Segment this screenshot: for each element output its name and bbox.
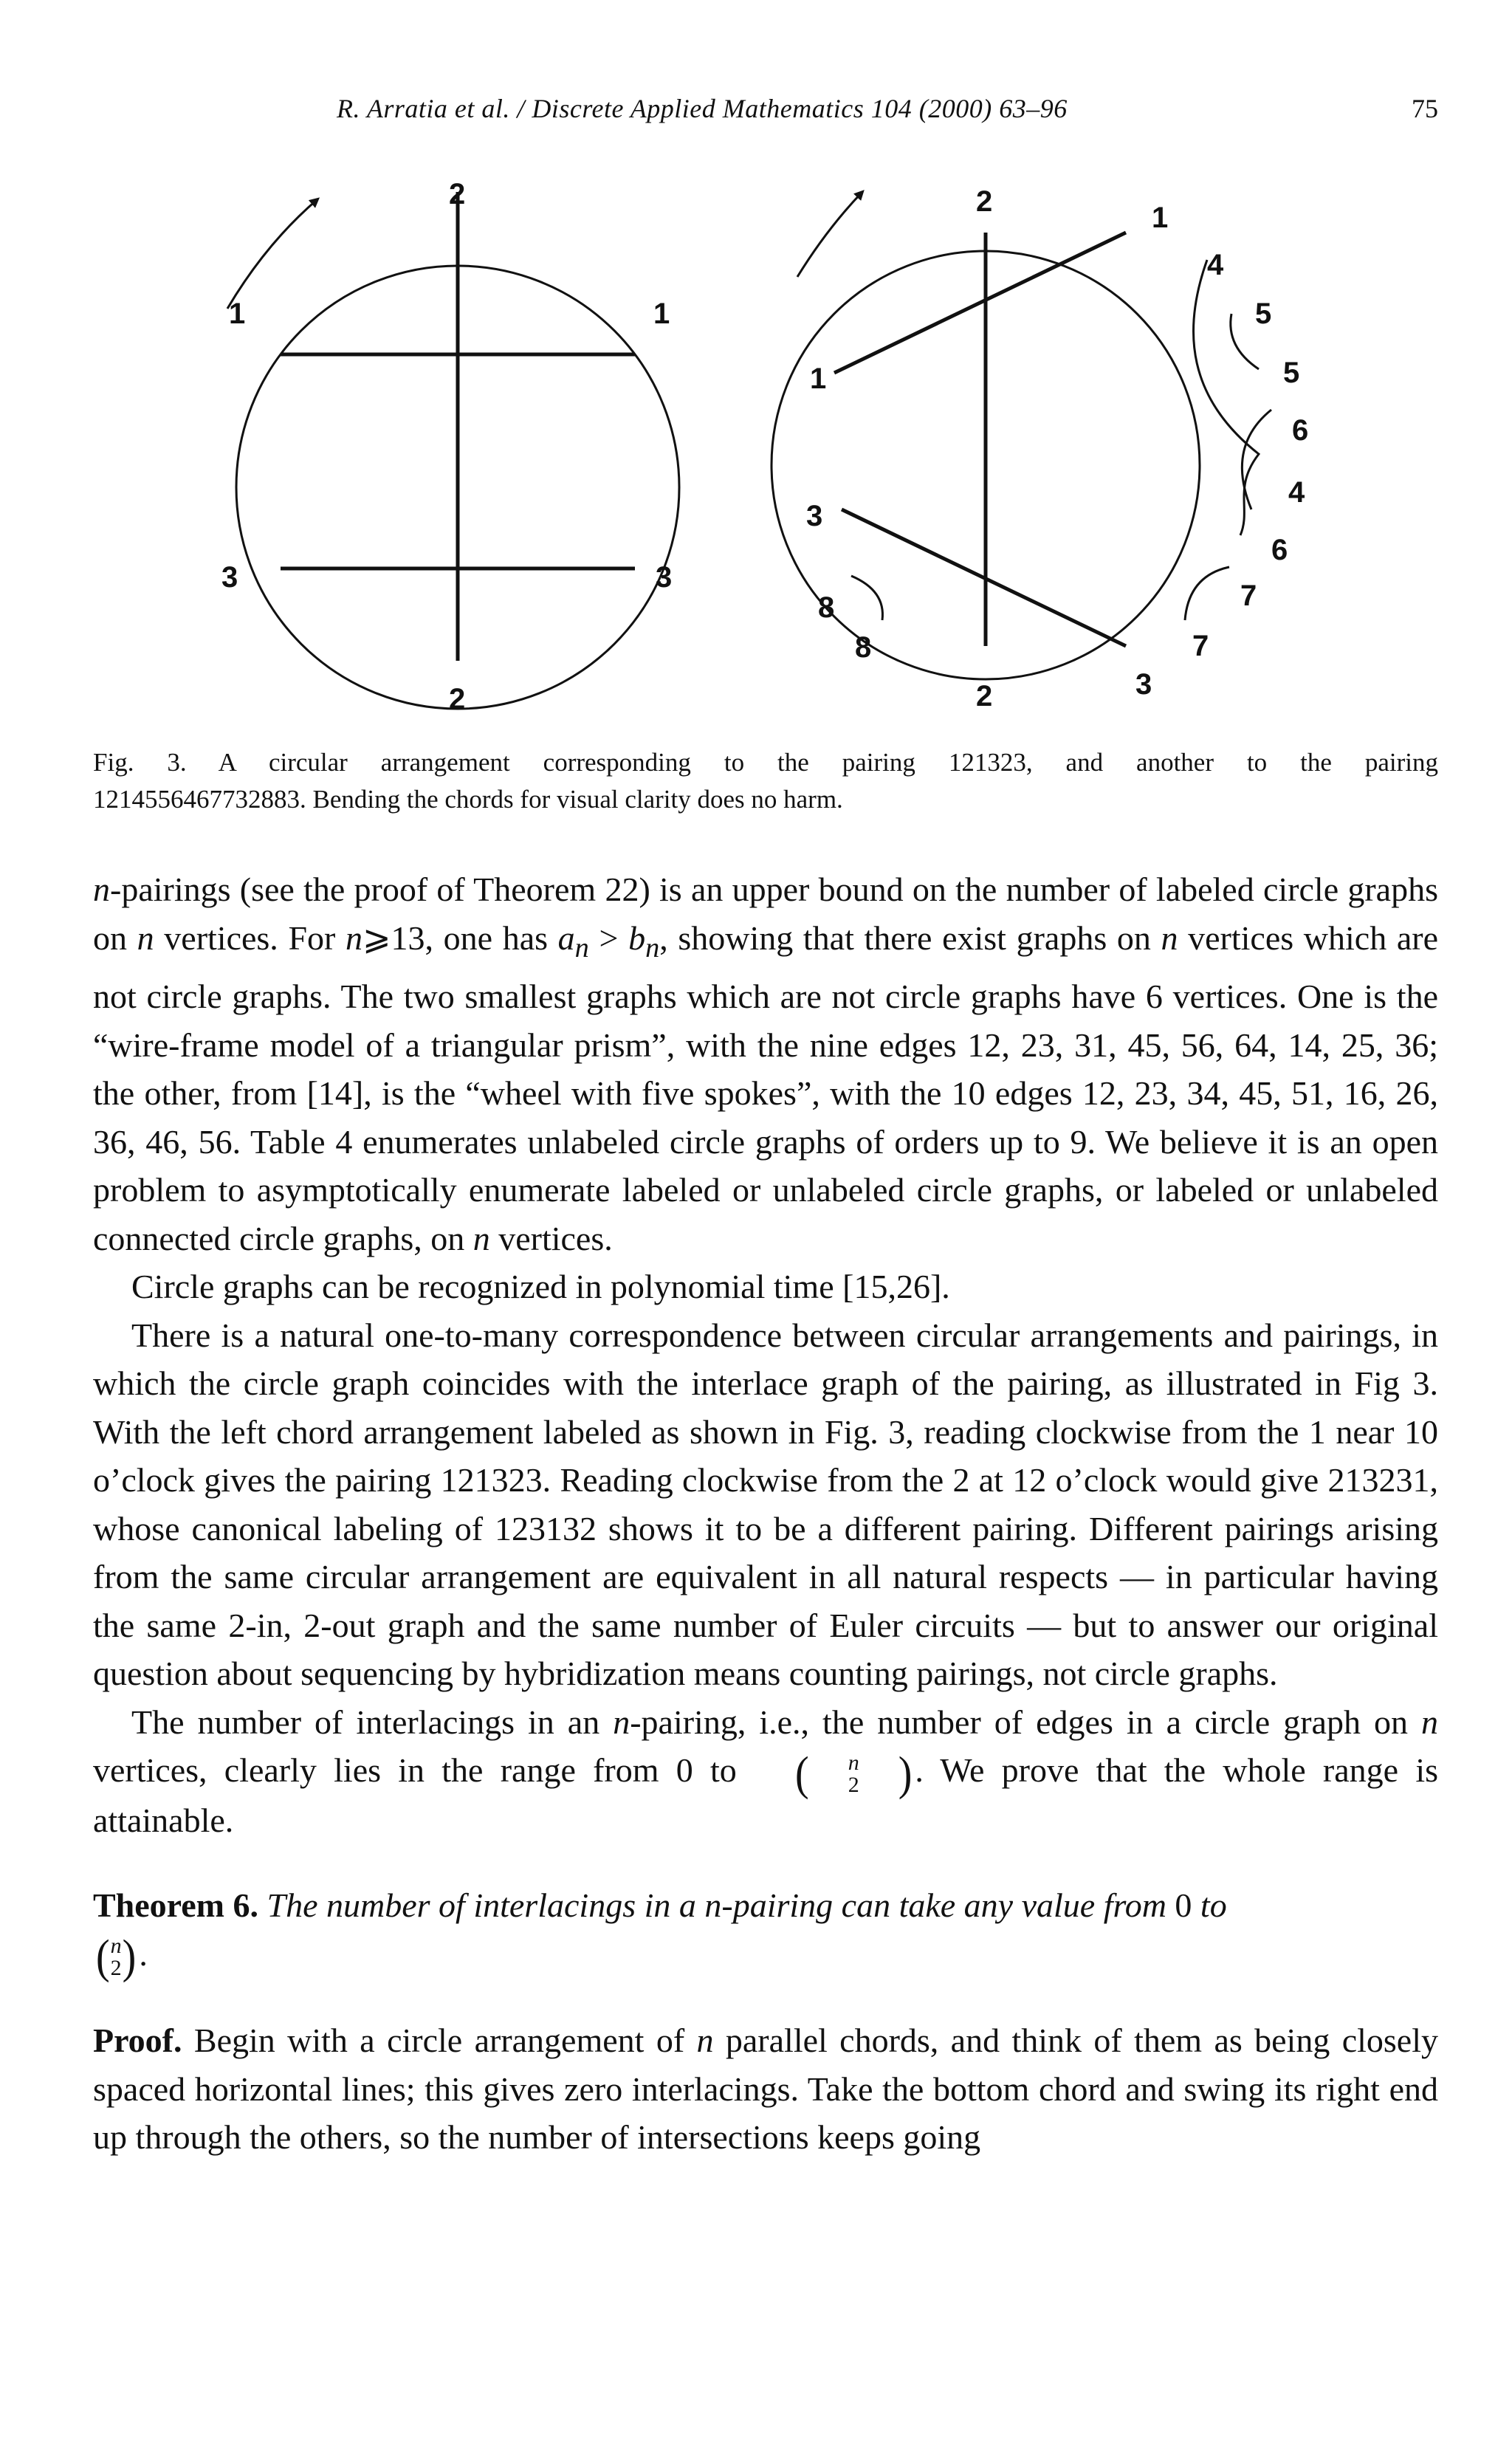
right-rotation-arrow [797, 192, 862, 277]
right-chord-7 [1185, 567, 1229, 620]
right-chord-4 [1193, 260, 1259, 535]
paragraph: The number of interlacings in an n-pairing, i.e., the number of edges in a circle graph on n vertices, clearly lies in the range from 0 to ( n 2 ) . We prove that the whole range is attainable. [93, 1703, 1439, 1839]
right-label: 4 [1207, 249, 1224, 281]
left-label: 3 [221, 561, 238, 594]
caption-line: Fig. 3. A circular arrangement corresponding to the pairing 121323, and another to the pairing [93, 748, 1438, 777]
right-label: 3 [1135, 668, 1152, 701]
left-label: 2 [449, 178, 466, 210]
right-label: 1 [810, 363, 827, 395]
body-text [93, 865, 1438, 2162]
running-header [93, 87, 1438, 131]
figure-3 [177, 177, 1329, 724]
left-labels [221, 178, 672, 715]
right-label: 7 [1192, 630, 1209, 662]
left-label: 1 [653, 298, 670, 330]
left-label: 1 [229, 298, 246, 330]
left-label: 2 [449, 683, 466, 715]
right-label: 8 [855, 631, 872, 664]
running-title: R. Arratia et al. / Discrete Applied Mathematics 104 (2000) 63–96 [337, 94, 1068, 123]
paragraph: n-pairings (see the proof of Theorem 22) is an upper bound on the number of labeled circle graphs on n vertices. For n⩾13, one has $a_n > b_n$, showing that there exist graphs on n vertices which are not circle graphs. The two smallest graphs which are not circle graphs have 6 vertices. One is the “wire-frame model of a triangular prism”, with the nine edges 12, 23, 31, 45, 56, 64, 14, 25, 36; the other, from [14], is the “wheel with five spokes”, with the 10 edges 12, 23, 34, 45, 51, 16, 26, 36, 46, 56. Table 4 enumerates unlabeled circle graphs of orders up to 9. We believe it is an open problem to asymptotically enumerate labeled or unlabeled circle graphs, or labeled or unlabeled connected circle graphs, on n vertices. [93, 870, 1439, 1257]
right-circle-diagram [772, 192, 1271, 679]
paragraph: Circle graphs can be recognized in polynomial time [15,26]. [131, 1268, 950, 1306]
proof: Proof. Begin with a circle arrangement of n parallel chords, and think of them as being closely spaced horizontal lines; this gives zero interlacings. Take the bottom chord and swing its right end up through the others, so the number of intersections keeps going [93, 2021, 1438, 2157]
right-label: 7 [1240, 580, 1257, 612]
right-label: 5 [1255, 298, 1272, 330]
right-label: 2 [976, 185, 993, 218]
right-chord-6 [1242, 410, 1271, 509]
left-rotation-arrow [227, 199, 317, 309]
right-label: 8 [818, 591, 835, 624]
right-label: 1 [1152, 202, 1169, 234]
right-label: 3 [806, 500, 823, 532]
right-label: 4 [1288, 476, 1305, 509]
right-chord-8 [851, 576, 882, 620]
right-label: 6 [1271, 534, 1288, 566]
figure-caption [93, 744, 1438, 818]
page-number: 75 [1412, 94, 1438, 123]
left-label: 3 [656, 561, 673, 594]
right-label: 2 [976, 680, 993, 712]
binomial: ( n 2 ) [96, 1931, 137, 1984]
right-label: 6 [1292, 414, 1309, 447]
caption-line: 1214556467732883. Bending the chords for visual clarity does no harm. [93, 785, 843, 814]
left-circle-diagram [227, 192, 679, 709]
right-chord-1 [834, 233, 1126, 373]
binomial: ( n 2 ) [795, 1747, 913, 1801]
right-label: 5 [1283, 357, 1300, 389]
paragraph: There is a natural one-to-many correspondence between circular arrangements and pairings, in which the circle graph coincides with the interlace graph of the pairing, as illustrated in Fig 3. With the left chord arrangement labeled as shown in Fig. 3, reading clockwise from the 1 near 10 o’clock gives the pairing 121323. Reading clockwise from the 2 at 12 o’clock would give 213231, whose canonical labeling of 123132 shows it to be a different pairing. Different pairings arising from the same circular arrangement are equivalent in all natural respects — in particular having the same 2-in, 2-out graph and the same number of Euler circuits — but to answer our original question about sequencing by hybridization means counting pairings, not circle graphs. [93, 1316, 1438, 1693]
theorem: Theorem 6. The number of interlacings in a n-pairing can take any value from 0 to ( n 2 ) . [93, 1886, 1227, 1984]
